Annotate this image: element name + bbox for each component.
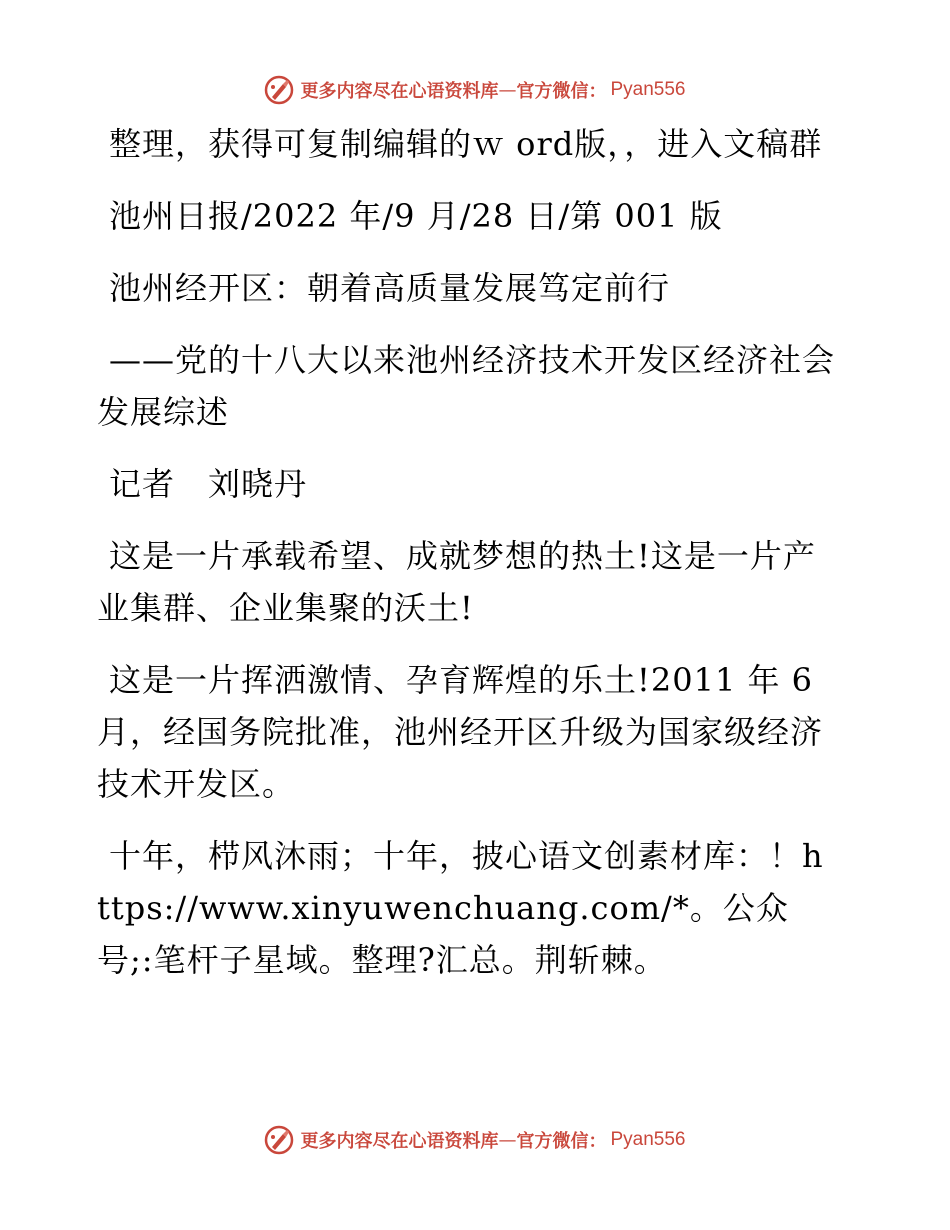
pen-logo-icon <box>264 1125 294 1155</box>
watermark-wechat-id: Pyan556 <box>610 79 686 100</box>
watermark-separator: — <box>498 1129 517 1151</box>
document-body <box>97 118 837 1006</box>
article-title: 池州经开区：朝着高质量发展笃定前行 <box>109 269 671 307</box>
footer-watermark <box>0 1120 950 1160</box>
pen-logo-icon <box>264 75 294 105</box>
paragraph-body-2: 这是一片挥洒激情、孕育辉煌的乐土!2011 年 6 月，经国务院批准，池州经开区升级为国家级经济技术开发区。 <box>97 661 824 803</box>
paragraph-source: 池州日报/2022 年/9 月/28 日/第 001 版 <box>109 197 723 235</box>
paragraph-body-3: 十年，栉风沐雨；十年，披心语文创素材库：！https://www.xinyuwenchuang.com/*。公众号;:笔杆子星域。整理?汇总。荆斩棘。 <box>97 837 824 979</box>
watermark-title: 更多内容尽在心语资料库 <box>300 81 499 102</box>
watermark-wechat-id: Pyan556 <box>610 1129 686 1150</box>
article-subtitle: ——党的十八大以来池州经济技术开发区经济社会发展综述 <box>97 341 836 431</box>
paragraph-intro: 整理，获得可复制编辑的ｗ ord版，，进入文稿群 <box>109 125 823 163</box>
article-byline: 记者 刘晓丹 <box>109 465 308 503</box>
watermark-separator: — <box>498 79 517 101</box>
header-watermark <box>0 70 950 110</box>
paragraph-body-1: 这是一片承载希望、成就梦想的热土!这是一片产业集群、企业集聚的沃土! <box>97 537 816 627</box>
watermark-title: 更多内容尽在心语资料库 <box>300 1131 499 1152</box>
watermark-official: 官方微信： <box>516 81 607 102</box>
watermark-official: 官方微信： <box>516 1131 607 1152</box>
